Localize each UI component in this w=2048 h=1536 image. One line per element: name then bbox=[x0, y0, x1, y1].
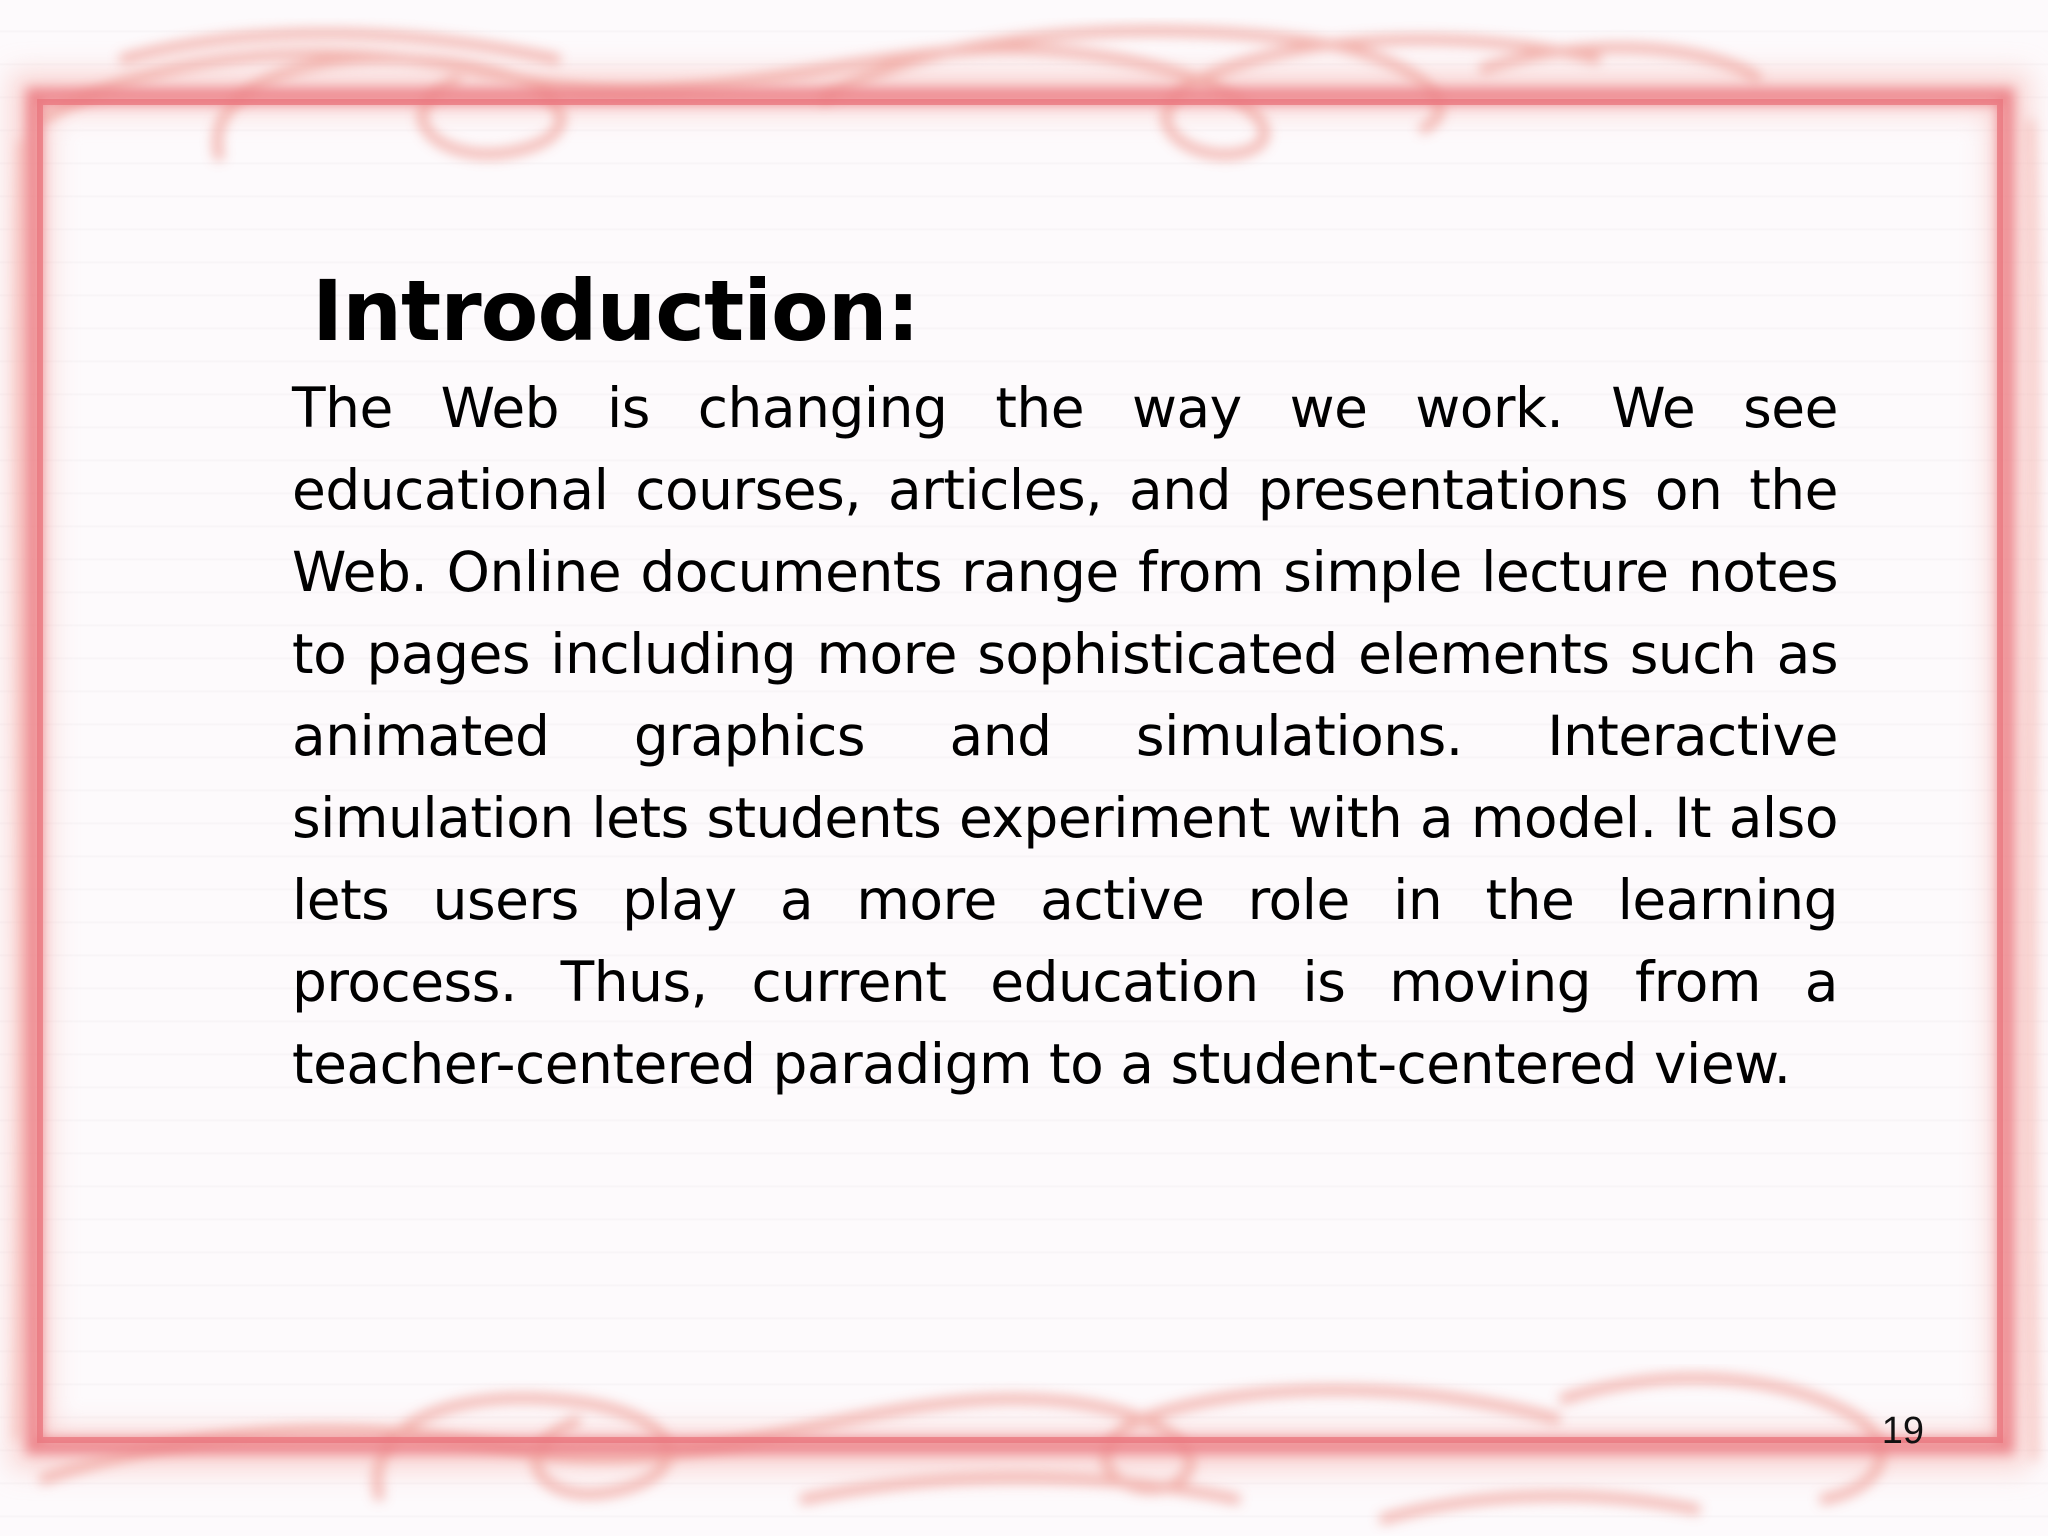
slide-title: Introduction: bbox=[312, 262, 920, 360]
slide-content bbox=[292, 255, 1838, 1105]
page-number: 19 bbox=[1881, 1410, 1924, 1452]
slide-body-paragraph: The Web is changing the way we work. We see educational courses, articles, and presentations on the Web. Online documents range from simple lecture notes to pages including more sophisticated elements such as animated graphics and simulations. Interactive simulation lets students experiment with a model. It also lets users play a more active role in the learning process. Thus, current education is moving from a teacher-centered paradigm to a student-centered view. bbox=[292, 376, 1838, 1096]
